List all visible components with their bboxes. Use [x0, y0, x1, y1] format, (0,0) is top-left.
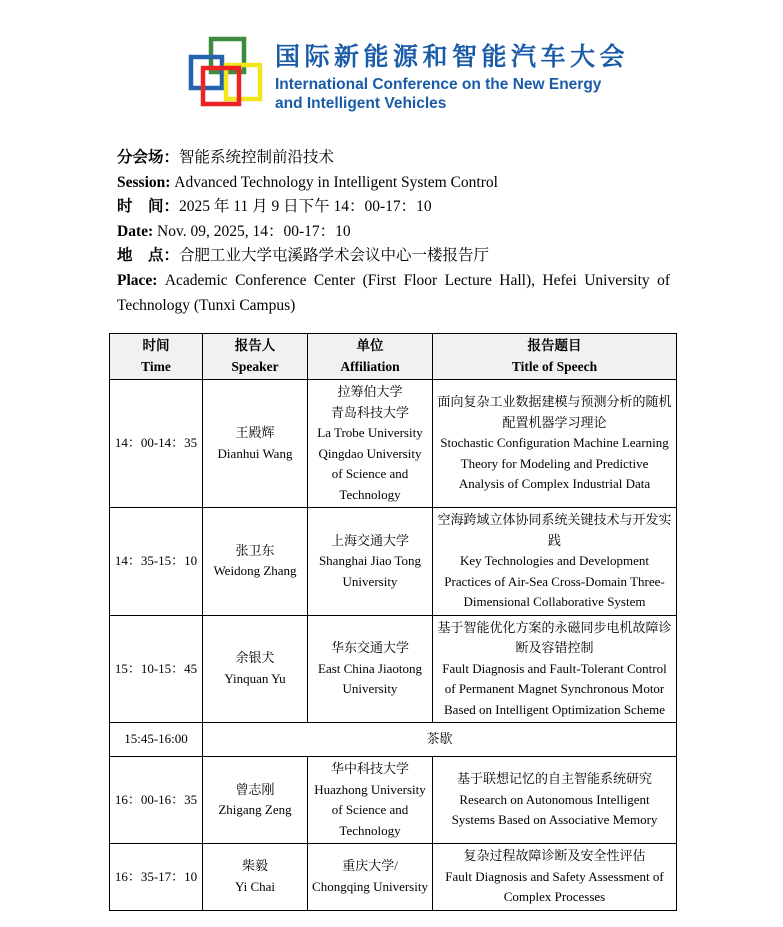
speech-title-en: Fault Diagnosis and Fault-Tolerant Control of Permanent Magnet Synchronous Motor Based on Intelligent Optimization Scheme: [442, 660, 667, 717]
header-cell-0: [110, 334, 203, 380]
speech-title-en: Key Technologies and Development Practices of Air-Sea Cross-Domain Three-Dimensional Collaborative System: [444, 553, 665, 609]
speaker-cell: [203, 844, 308, 911]
time-value-zh: 2025 年 11 月 9 日下午 14：00-17：10: [179, 198, 432, 216]
affiliation-line: East China Jiaotong University: [318, 660, 422, 696]
conference-title-en: [275, 75, 629, 113]
break-row: [110, 723, 677, 757]
speech-title-en: Research on Autonomous Intelligent Systems Based on Associative Memory: [451, 791, 658, 828]
header-row: [110, 334, 677, 380]
title-cell: [433, 380, 677, 508]
speaker-cell: [203, 615, 308, 723]
time-label-zh: 时 间：: [117, 198, 180, 216]
header-cell-3: [433, 334, 677, 380]
session-value-zh: 智能系统控制前沿技术: [179, 149, 335, 166]
affiliation-line: 青岛科技大学: [330, 404, 409, 420]
conference-title-zh: 国际新能源和智能汽车大会: [275, 43, 630, 71]
table-row: [110, 508, 677, 616]
break-label-cell: 茶歇: [203, 723, 677, 757]
header-en: Title of Speech: [511, 358, 598, 374]
table-row: [110, 844, 677, 911]
table-row: [110, 615, 677, 723]
session-label-en: Session:: [117, 173, 175, 191]
place-value-en: Academic Conference Center (First Floor Lecture Hall), Hefei University of Technology (Tunxi Campus): [117, 271, 670, 314]
speaker-name-zh: 柴毅: [241, 858, 268, 874]
affiliation-line: 华中科技大学: [330, 761, 409, 776]
speaker-name-zh: 王殿辉: [235, 425, 275, 440]
speaker-cell: [203, 757, 308, 844]
schedule-table: [109, 333, 677, 911]
speaker-cell: [203, 380, 308, 508]
affiliation-line: La Trobe University: [317, 425, 423, 440]
session-info: [117, 146, 670, 318]
header-en: Affiliation: [340, 358, 400, 374]
time-cell: 14：35-15：10: [110, 508, 203, 616]
date-line-en: [117, 220, 670, 245]
table-row: [110, 380, 677, 508]
session-value-en: Advanced Technology in Intelligent System Control: [174, 173, 498, 191]
conference-title-en-line1: International Conference on the New Energy: [275, 76, 602, 93]
date-value-en: Nov. 09, 2025, 14：00-17：10: [157, 222, 351, 240]
speaker-name-en: Yinquan Yu: [224, 670, 286, 686]
conference-title: [275, 36, 629, 113]
speaker-name-zh: 余银犬: [235, 650, 275, 666]
affiliation-cell: [308, 615, 433, 723]
time-cell: 15：10-15：45: [110, 615, 203, 723]
affiliation-line: Shanghai Jiao Tong University: [318, 553, 422, 589]
affiliation-line: 拉筹伯大学: [337, 384, 403, 399]
place-label-zh: 地 点：: [117, 247, 180, 265]
header-zh: 时间: [142, 338, 170, 353]
speech-title-zh: 基于智能优化方案的永磁同步电机故障诊断及容错控制: [437, 619, 672, 655]
speaker-name-en: Zhigang Zeng: [218, 802, 292, 817]
schedule-table-body: [110, 380, 677, 911]
header-zh: 单位: [356, 338, 384, 353]
place-value-zh: 合肥工业大学屯溪路学术会议中心一楼报告厅: [179, 247, 490, 265]
affiliation-line: 上海交通大学: [330, 532, 409, 548]
place-line-en: [117, 269, 670, 318]
session-label-zh: 分会场：: [117, 149, 180, 166]
title-cell: [433, 844, 677, 911]
header-en: Time: [141, 358, 171, 374]
speech-title-zh: 空海跨域立体协同系统关键技术与开发实践: [437, 512, 672, 548]
affiliation-line: 重庆大学/: [342, 858, 398, 874]
affiliation-cell: [308, 380, 433, 508]
speech-title-zh: 基于联想记忆的自主智能系统研究: [456, 771, 652, 787]
place-line-zh: [117, 244, 670, 269]
speech-title-en: Fault Diagnosis and Safety Assessment of Complex Processes: [445, 868, 664, 904]
affiliation-line: 华东交通大学: [330, 640, 409, 655]
affiliation-line: Huazhong University of Science and Technology: [314, 781, 426, 838]
header-zh: 报告人: [234, 338, 276, 353]
place-label-en: Place:: [117, 271, 165, 289]
speech-title-zh: 复杂过程故障诊断及安全性评估: [463, 848, 646, 863]
speaker-name-en: Dianhui Wang: [217, 445, 293, 461]
time-line-zh: [117, 195, 670, 220]
conference-title-en-line2: and Intelligent Vehicles: [275, 95, 447, 112]
session-line-en: [117, 171, 670, 196]
conference-logo: [183, 36, 629, 116]
logo-squares-icon: [183, 36, 267, 116]
speaker-name-en: Weidong Zhang: [213, 563, 297, 579]
affiliation-line: Qingdao University of Science and Technology: [318, 445, 422, 502]
header-cell-2: [308, 334, 433, 380]
date-label-en: Date:: [117, 222, 158, 240]
header-en: Speaker: [231, 358, 279, 374]
speaker-name-zh: 曾志刚: [235, 781, 275, 797]
affiliation-cell: [308, 844, 433, 911]
speech-title-zh: 面向复杂工业数据建模与预测分析的随机配置机器学习理论: [437, 394, 672, 430]
speaker-name-zh: 张卫东: [235, 542, 275, 558]
time-cell: 15:45-16:00: [110, 723, 203, 757]
title-cell: [433, 757, 677, 844]
affiliation-cell: [308, 757, 433, 844]
session-line-zh: [117, 146, 670, 171]
header-cell-1: [203, 334, 308, 380]
time-cell: 14：00-14：35: [110, 380, 203, 508]
affiliation-cell: [308, 508, 433, 616]
speaker-name-en: Yi Chai: [234, 878, 276, 894]
time-cell: 16：00-16：35: [110, 757, 203, 844]
speaker-cell: [203, 508, 308, 616]
schedule-table-header: [110, 334, 677, 380]
speech-title-en: Stochastic Configuration Machine Learning Theory for Modeling and Predictive Analysis of Complex Industrial Data: [440, 435, 669, 492]
title-cell: [433, 615, 677, 723]
header-zh: 报告题目: [527, 338, 582, 353]
time-cell: 16：35-17：10: [110, 844, 203, 911]
title-cell: [433, 508, 677, 616]
affiliation-line: Chongqing University: [312, 878, 428, 894]
table-row: [110, 757, 677, 844]
